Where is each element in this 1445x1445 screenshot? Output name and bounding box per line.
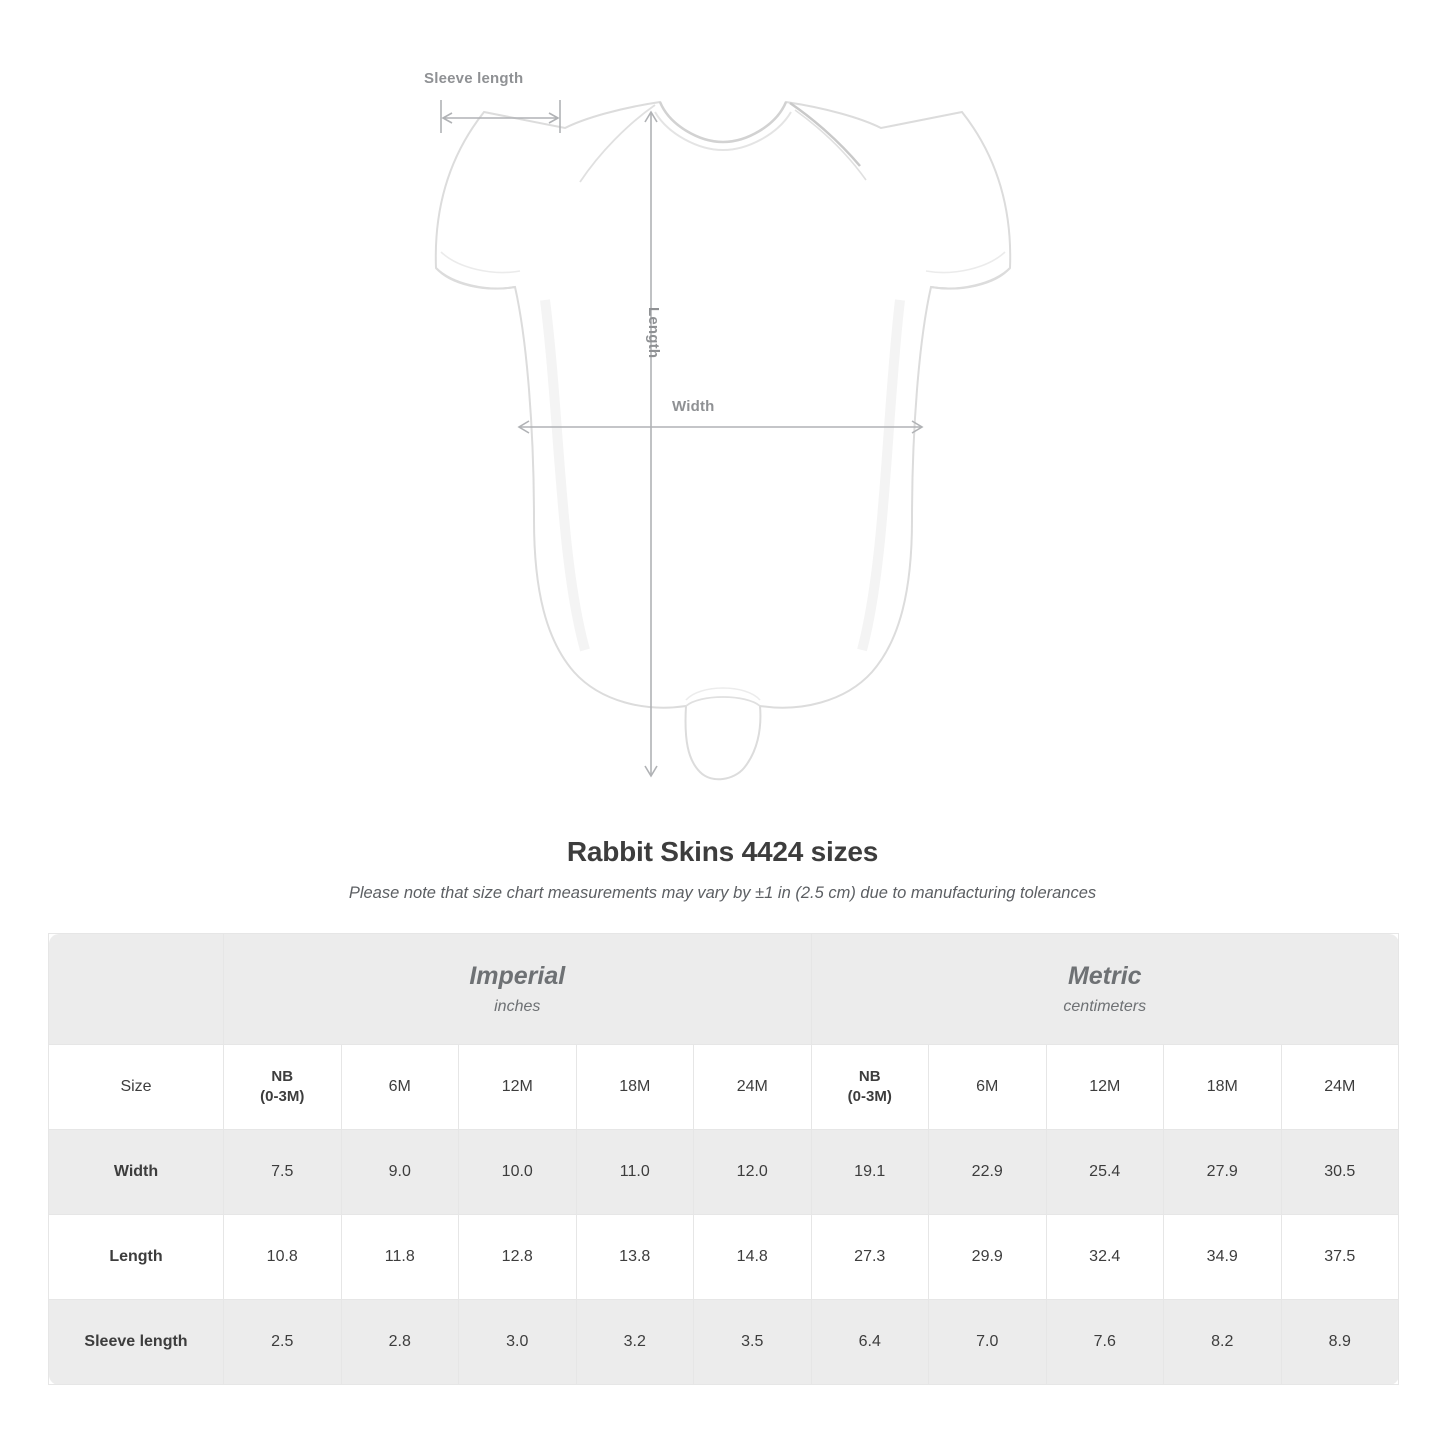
column-header-imperial-12m: 12M: [459, 1045, 577, 1130]
sleeve-length-dimension-label: Sleeve length: [424, 70, 524, 87]
cell-width-imperial-24m: 12.0: [694, 1130, 812, 1215]
cell-length-imperial-nb: 10.8: [224, 1215, 342, 1300]
cell-width-imperial-18m: 11.0: [576, 1130, 694, 1215]
column-header-metric-24m: 24M: [1281, 1045, 1399, 1130]
cell-length-metric-24m: 37.5: [1281, 1215, 1399, 1300]
column-header-imperial-nb: [224, 1045, 342, 1130]
cell-sleeve-metric-nb: 6.4: [811, 1300, 929, 1385]
unit-group-spacer: [49, 934, 224, 1045]
column-header-metric-18m: 18M: [1164, 1045, 1282, 1130]
cell-sleeve-metric-24m: 8.9: [1281, 1300, 1399, 1385]
column-header-imperial-18m: 18M: [576, 1045, 694, 1130]
cell-sleeve-metric-6m: 7.0: [929, 1300, 1047, 1385]
column-header-imperial-6m: 6M: [341, 1045, 459, 1130]
column-header-label: NB: [858, 1067, 881, 1085]
column-header-metric-nb: [811, 1045, 929, 1130]
column-header-sublabel: (0-3M): [260, 1088, 305, 1105]
table-row: [49, 1215, 1399, 1300]
unit-group-metric-sub: centimeters: [1063, 997, 1147, 1015]
cell-length-imperial-24m: 14.8: [694, 1215, 812, 1300]
cell-sleeve-imperial-nb: 2.5: [224, 1300, 342, 1385]
size-table-wrapper: [48, 933, 1397, 1385]
page-title: Rabbit Skins 4424 sizes: [566, 836, 879, 867]
cell-length-imperial-6m: 11.8: [341, 1215, 459, 1300]
size-table: [48, 933, 1399, 1385]
row-label-sleeve-length: Sleeve length: [49, 1300, 224, 1385]
column-header-metric-12m: 12M: [1046, 1045, 1164, 1130]
cell-width-metric-12m: 25.4: [1046, 1130, 1164, 1215]
cell-length-imperial-18m: 13.8: [576, 1215, 694, 1300]
table-header-row: [49, 1045, 1399, 1130]
row-label-width: Width: [49, 1130, 224, 1215]
cell-width-metric-24m: 30.5: [1281, 1130, 1399, 1215]
cell-width-imperial-6m: 9.0: [341, 1130, 459, 1215]
cell-length-metric-12m: 32.4: [1046, 1215, 1164, 1300]
cell-width-metric-nb: 19.1: [811, 1130, 929, 1215]
column-header-imperial-24m: 24M: [694, 1045, 812, 1130]
cell-length-metric-nb: 27.3: [811, 1215, 929, 1300]
cell-sleeve-imperial-6m: 2.8: [341, 1300, 459, 1385]
table-row: [49, 1130, 1399, 1215]
unit-group-metric: [811, 934, 1399, 1045]
measurement-tolerance-note: Please note that size chart measurements may vary by ±1 in (2.5 cm) due to manufacturing tolerances: [348, 884, 1097, 902]
title-block: [0, 836, 1445, 903]
width-dimension-label: Width: [672, 398, 715, 415]
unit-group-imperial: [224, 934, 812, 1045]
unit-group-imperial-name: Imperial: [469, 962, 566, 991]
row-label-length: Length: [49, 1215, 224, 1300]
column-header-metric-6m: 6M: [929, 1045, 1047, 1130]
cell-width-imperial-nb: 7.5: [224, 1130, 342, 1215]
cell-sleeve-imperial-24m: 3.5: [694, 1300, 812, 1385]
cell-length-metric-6m: 29.9: [929, 1215, 1047, 1300]
column-header-label: NB: [271, 1067, 294, 1085]
column-header-sublabel: (0-3M): [847, 1088, 892, 1105]
cell-sleeve-metric-12m: 7.6: [1046, 1300, 1164, 1385]
cell-sleeve-imperial-12m: 3.0: [459, 1300, 577, 1385]
unit-group-metric-name: Metric: [1067, 962, 1142, 991]
cell-width-metric-6m: 22.9: [929, 1130, 1047, 1215]
unit-group-imperial-sub: inches: [494, 997, 541, 1015]
cell-width-imperial-12m: 10.0: [459, 1130, 577, 1215]
cell-sleeve-metric-18m: 8.2: [1164, 1300, 1282, 1385]
cell-sleeve-imperial-18m: 3.2: [576, 1300, 694, 1385]
cell-length-imperial-12m: 12.8: [459, 1215, 577, 1300]
cell-length-metric-18m: 34.9: [1164, 1215, 1282, 1300]
length-dimension-label: Length: [645, 307, 662, 359]
column-header-size: Size: [49, 1045, 224, 1130]
unit-group-row: [49, 934, 1399, 1045]
table-row: [49, 1300, 1399, 1385]
cell-width-metric-18m: 27.9: [1164, 1130, 1282, 1215]
